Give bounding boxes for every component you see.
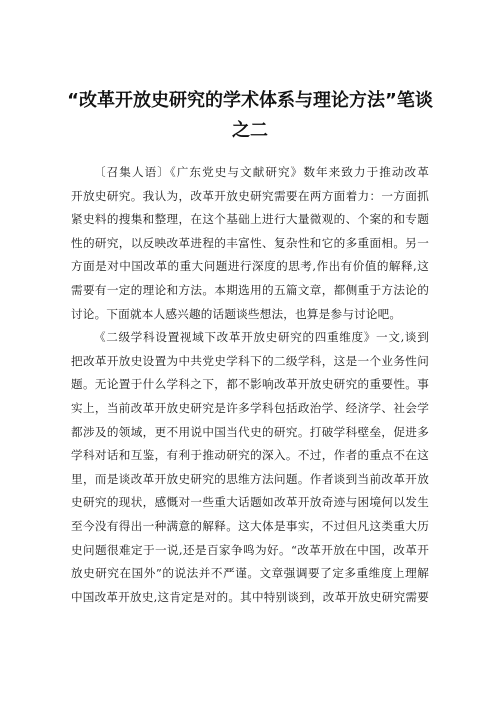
text-line: 〔召集人语〕《广东党史与文献研究》数年来致力于推动改革 [94, 165, 429, 179]
text-line: 中国改革开放史,这肯定是对的。其中特别谈到，改革开放史研究需要 [71, 589, 429, 604]
paragraph-convener-note [71, 161, 429, 326]
text-line: 里，而是谈改革开放史研究的思维方法问题。作者谈到当前改革开放 [71, 471, 429, 486]
text-line: 史研究的现状，感慨对一些重大话题如改革开放奇迹与困境何以发生 [71, 495, 429, 510]
text-line: 讨论。下面就本人感兴趣的话题谈些想法，也算是参与讨论吧。 [71, 306, 402, 321]
text-line: 都涉及的领域，更不用说中国当代史的研究。打破学科壁垒，促进多 [71, 424, 429, 439]
text-line: 紧史料的搜集和整理，在这个基础上进行大量微观的、个案的和专题 [71, 212, 429, 227]
text-line: 性的研究，以反映改革进程的丰富性、复杂性和它的多重面相。另一 [71, 235, 429, 250]
article-body [71, 161, 429, 609]
text-line: 把改革开放史设置为中共党史学科下的二级学科，这是一个业务性问 [71, 353, 429, 368]
text-line: 学科对话和互鉴，有利于推动研究的深入。不过，作者的重点不在这 [71, 448, 429, 463]
title-line-2: 之二 [232, 120, 268, 141]
title-line-1: “改革开放史研究的学术体系与理论方法”笔谈 [67, 90, 433, 111]
text-line: 实上，当前改革开放史研究是许多学科包括政治学、经济学、社会学 [71, 400, 429, 415]
text-line: 需要有一定的理论和方法。本期选用的五篇文章，都侧重于方法论的 [71, 282, 429, 297]
text-line: 放史研究在国外”的说法并不严谨。文章强调要了定多重维度上理解 [71, 566, 429, 581]
text-line: 方面是对中国改革的重大问题进行深度的思考,作出有价值的解释,这 [71, 259, 429, 274]
paragraph-discussion [71, 326, 429, 609]
text-line: 至今没有得出一种满意的解释。这大体是事实，不过但凡这类重大历 [71, 518, 429, 533]
text-line: 题。无论置于什么学科之下，都不影响改革开放史研究的重要性。事 [71, 377, 429, 392]
text-line: 开放史研究。我认为，改革开放史研究需要在两方面着力：一方面抓 [71, 188, 429, 203]
text-line: 史问题很难定于一说,还是百家争鸣为好。“改革开放在中国，改革开 [71, 542, 429, 557]
text-line: 《二级学科设置视域下改革开放史研究的四重维度》一文,谈到 [94, 330, 429, 345]
page-title [60, 86, 440, 146]
